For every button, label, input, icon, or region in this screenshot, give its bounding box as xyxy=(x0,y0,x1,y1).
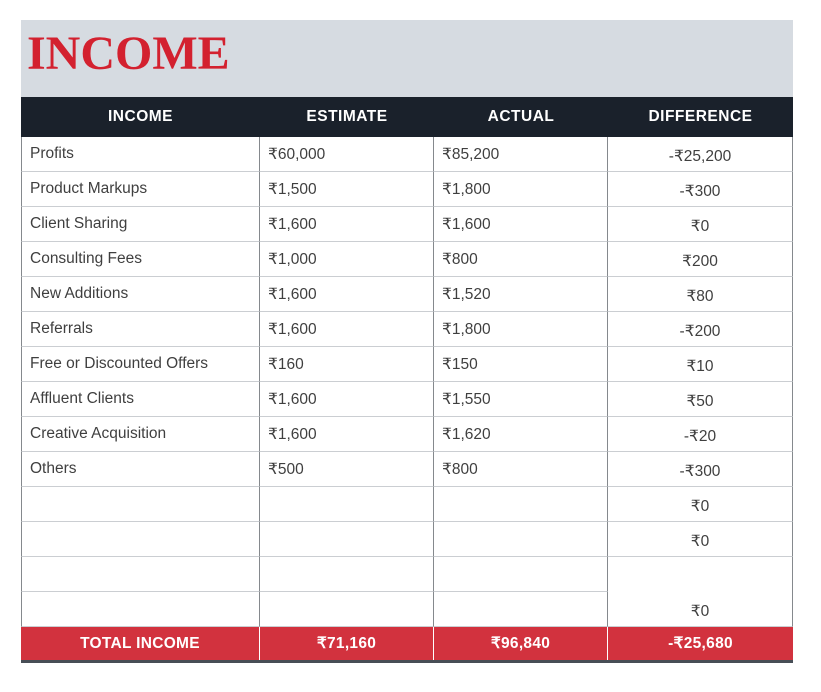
cell-income[interactable]: Referrals xyxy=(21,312,260,347)
table-header-row xyxy=(21,97,793,137)
table-row xyxy=(21,487,793,522)
table-row xyxy=(21,522,793,557)
table-row xyxy=(21,172,793,207)
income-sheet xyxy=(21,20,793,663)
cell-estimate[interactable] xyxy=(260,592,434,627)
cell-income[interactable]: Product Markups xyxy=(21,172,260,207)
total-actual[interactable]: ₹96,840 xyxy=(434,627,608,660)
cell-estimate[interactable] xyxy=(260,487,434,522)
cell-income[interactable]: Profits xyxy=(21,137,260,172)
cell-actual[interactable] xyxy=(434,557,608,592)
cell-income[interactable]: Others xyxy=(21,452,260,487)
header-actual[interactable]: ACTUAL xyxy=(487,108,555,125)
cell-actual[interactable] xyxy=(434,487,608,522)
table-body xyxy=(21,137,793,627)
cell-difference[interactable]: ₹10 xyxy=(608,347,793,382)
cell-difference[interactable]: -₹300 xyxy=(608,172,793,207)
table-row xyxy=(21,382,793,417)
cell-actual[interactable] xyxy=(434,522,608,557)
cell-difference[interactable]: ₹0 xyxy=(608,522,793,557)
cell-difference[interactable]: ₹0 xyxy=(608,207,793,242)
cell-difference[interactable]: ₹50 xyxy=(608,382,793,417)
cell-estimate[interactable]: ₹1,600 xyxy=(260,277,434,312)
cell-difference[interactable]: -₹300 xyxy=(608,452,793,487)
cell-actual[interactable]: ₹1,550 xyxy=(434,382,608,417)
cell-difference[interactable]: ₹0 xyxy=(608,592,793,627)
table-row xyxy=(21,207,793,242)
table-row xyxy=(21,417,793,452)
table-row xyxy=(21,452,793,487)
cell-actual[interactable]: ₹1,600 xyxy=(434,207,608,242)
cell-actual[interactable]: ₹150 xyxy=(434,347,608,382)
table-row xyxy=(21,592,793,627)
cell-income[interactable]: New Additions xyxy=(21,277,260,312)
title-banner xyxy=(21,20,793,97)
total-row xyxy=(21,627,793,663)
cell-actual[interactable]: ₹1,620 xyxy=(434,417,608,452)
cell-estimate[interactable]: ₹500 xyxy=(260,452,434,487)
table-row xyxy=(21,137,793,172)
cell-income[interactable]: Client Sharing xyxy=(21,207,260,242)
cell-income[interactable] xyxy=(21,487,260,522)
cell-estimate[interactable]: ₹1,600 xyxy=(260,382,434,417)
cell-income[interactable] xyxy=(21,522,260,557)
cell-income[interactable]: Consulting Fees xyxy=(21,242,260,277)
cell-income[interactable]: Affluent Clients xyxy=(21,382,260,417)
table-row xyxy=(21,242,793,277)
cell-income[interactable] xyxy=(21,557,260,592)
cell-actual[interactable]: ₹800 xyxy=(434,452,608,487)
cell-difference[interactable]: ₹0 xyxy=(608,487,793,522)
cell-difference[interactable]: -₹20 xyxy=(608,417,793,452)
cell-actual[interactable]: ₹85,200 xyxy=(434,137,608,172)
cell-actual[interactable] xyxy=(434,592,608,627)
cell-actual[interactable]: ₹1,800 xyxy=(434,172,608,207)
cell-difference[interactable]: -₹200 xyxy=(608,312,793,347)
cell-difference[interactable]: ₹200 xyxy=(608,242,793,277)
cell-actual[interactable]: ₹1,800 xyxy=(434,312,608,347)
cell-estimate[interactable]: ₹60,000 xyxy=(260,137,434,172)
table-row xyxy=(21,347,793,382)
header-income[interactable]: INCOME xyxy=(108,108,173,125)
cell-estimate[interactable]: ₹160 xyxy=(260,347,434,382)
header-difference[interactable]: DIFFERENCE xyxy=(648,108,753,125)
cell-income[interactable]: Free or Discounted Offers xyxy=(21,347,260,382)
cell-difference[interactable]: ₹80 xyxy=(608,277,793,312)
cell-actual[interactable]: ₹800 xyxy=(434,242,608,277)
cell-estimate[interactable] xyxy=(260,522,434,557)
cell-estimate[interactable]: ₹1,000 xyxy=(260,242,434,277)
cell-estimate[interactable]: ₹1,500 xyxy=(260,172,434,207)
cell-estimate[interactable]: ₹1,600 xyxy=(260,207,434,242)
cell-estimate[interactable]: ₹1,600 xyxy=(260,312,434,347)
cell-income[interactable]: Creative Acquisition xyxy=(21,417,260,452)
cell-actual[interactable]: ₹1,520 xyxy=(434,277,608,312)
total-estimate[interactable]: ₹71,160 xyxy=(260,627,434,660)
cell-difference[interactable] xyxy=(608,557,793,592)
table-row xyxy=(21,557,793,592)
cell-income[interactable] xyxy=(21,592,260,627)
total-difference[interactable]: -₹25,680 xyxy=(668,635,733,652)
cell-estimate[interactable] xyxy=(260,557,434,592)
header-estimate[interactable]: ESTIMATE xyxy=(306,108,388,125)
page-title: INCOME xyxy=(27,27,230,80)
total-label[interactable]: TOTAL INCOME xyxy=(21,627,260,660)
cell-estimate[interactable]: ₹1,600 xyxy=(260,417,434,452)
table-row xyxy=(21,277,793,312)
table-row xyxy=(21,312,793,347)
cell-difference[interactable]: -₹25,200 xyxy=(608,137,793,172)
